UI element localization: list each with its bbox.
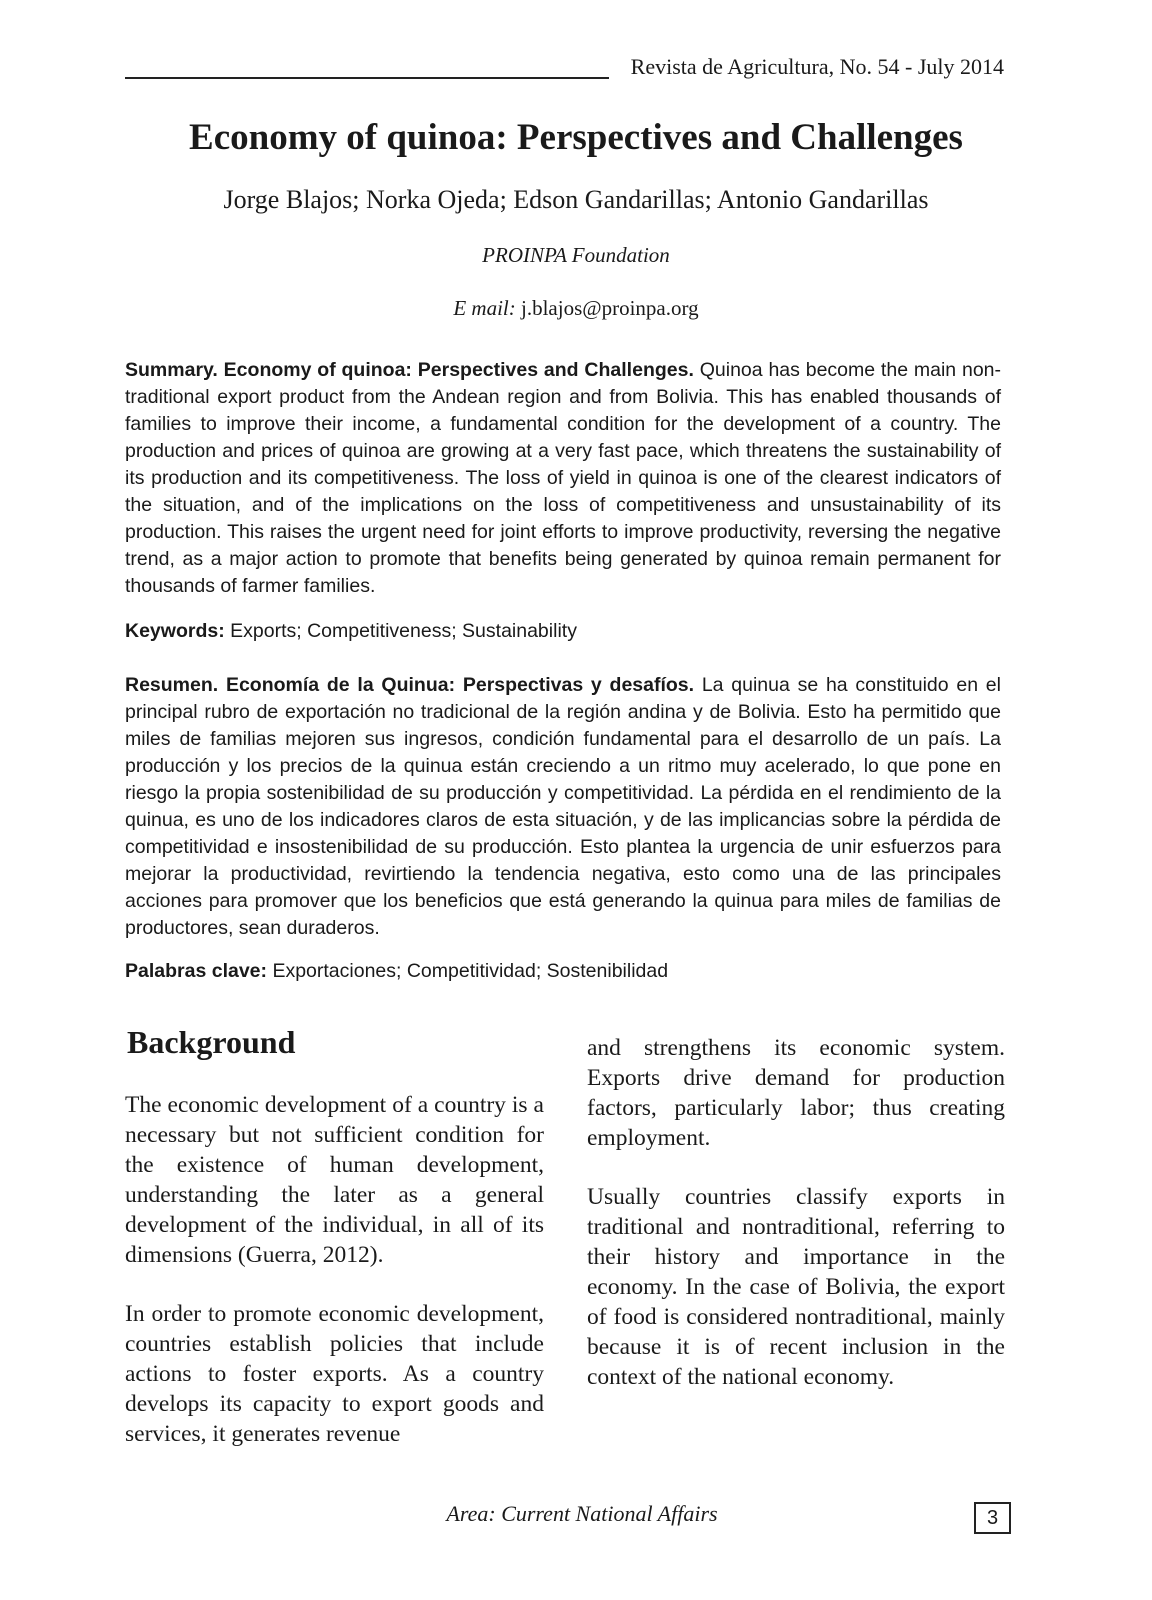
journal-reference: Revista de Agricultura, No. 54 - July 2014 bbox=[630, 54, 1004, 79]
resumen-heading: Resumen. Economía de la Quinua: Perspectivas y desafíos. bbox=[125, 674, 695, 696]
palabras-clave bbox=[125, 958, 1001, 985]
background-paragraph: The economic development of a country is a necessary but not sufficient condition for the existence of human development, understanding the later as a general development of the individual, in all of its dimensions (Guerra, 2012). bbox=[125, 1092, 544, 1268]
author-list: Jorge Blajos; Norka Ojeda; Edson Gandarillas; Antonio Gandarillas bbox=[223, 185, 929, 214]
palabras-clave-label: Palabras clave: bbox=[125, 960, 268, 982]
keywords bbox=[125, 618, 1001, 645]
article-title: Economy of quinoa: Perspectives and Challenges bbox=[189, 117, 963, 158]
affiliation: PROINPA Foundation bbox=[482, 243, 670, 267]
palabras-clave-text: Exportaciones; Competitividad; Sostenibilidad bbox=[272, 960, 669, 982]
background-paragraph: Usually countries classify exports in traditional and nontraditional, referring to their history and importance in the economy. In the case of Bolivia, the export of food is considered nontraditional, mainly because it is of recent inclusion in the context of the national economy. bbox=[587, 1184, 1005, 1390]
header-rule bbox=[125, 77, 609, 79]
page-number: 3 bbox=[974, 1502, 1011, 1534]
background-paragraph: In order to promote economic development, countries establish policies that include actions to foster exports. As a country develops its capacity to export goods and services, it generates revenue bbox=[125, 1301, 544, 1447]
email-address: j.blajos@proinpa.org bbox=[521, 296, 699, 320]
keywords-text: Exports; Competitiveness; Sustainability bbox=[230, 620, 577, 642]
summary-abstract bbox=[125, 357, 1001, 600]
background-paragraph: and strengthens its economic system. Exports drive demand for production factors, particularly labor; thus creating employment. bbox=[587, 1035, 1005, 1151]
resumen-text: La quinua se ha constituido en el principal rubro de exportación no tradicional de la región andina y de Bolivia. Esto ha permitido que miles de familias mejoren sus ingresos, condición fundamental para el desarrollo de un país. La producción y los precios de la quinua están creciendo a un ritmo muy acelerado, lo que pone en riesgo la propia sostenibilidad de su producción y competitividad. La pérdida en el rendimiento de la quinua, es uno de los indicadores claros de esta situación, y de las implicancias sobre la pérdida de competitividad e insostenibilidad de su producción. Esto plantea la urgencia de unir esfuerzos para mejorar la productividad, revirtiendo la tendencia negativa, esto como una de las principales acciones para promover que los beneficios que está generando la quinua para miles de familias de productores, sean duraderos. bbox=[125, 674, 1001, 939]
keywords-label: Keywords: bbox=[125, 620, 225, 642]
summary-text: Quinoa has become the main non-traditional export product from the Andean region and from Bolivia. This has enabled thousands of families to improve their income, a fundamental condition for the development of a country. The production and prices of quinoa are growing at a very fast pace, which threatens the sustainability of its production and its competitiveness. The loss of yield in quinoa is one of the clearest indicators of the situation, and of the implications on the loss of competitiveness and unsustainability of its production. This raises the urgent need for joint efforts to improve productivity, reversing the negative trend, as a major action to promote that benefits being generated by quinoa remain permanent for thousands of farmer families. bbox=[125, 359, 1002, 597]
summary-heading: Summary. Economy of quinoa: Perspectives and Challenges. bbox=[125, 359, 694, 381]
background-heading: Background bbox=[127, 1024, 296, 1060]
contact-email bbox=[0, 296, 1152, 321]
resumen-abstract bbox=[125, 672, 1001, 942]
footer-area: Area: Current National Affairs bbox=[446, 1501, 718, 1526]
email-label: E mail: bbox=[453, 296, 516, 320]
